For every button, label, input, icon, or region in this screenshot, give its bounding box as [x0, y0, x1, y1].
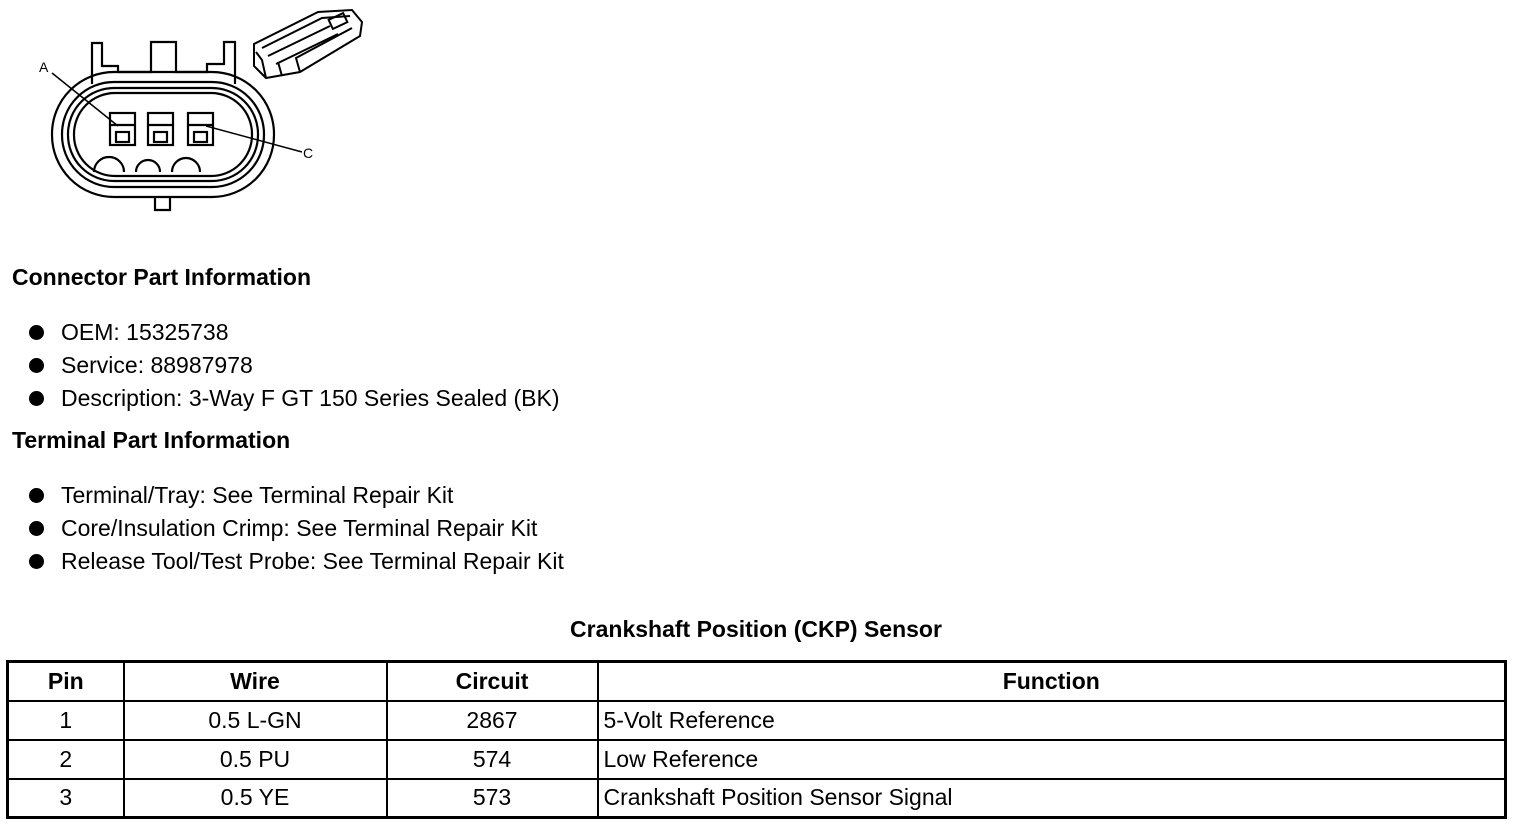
pin-table	[6, 660, 1507, 819]
connector-part-heading: Connector Part Information	[12, 264, 312, 290]
function-cell: Crankshaft Position Sensor Signal	[598, 779, 1506, 818]
terminal-cavity-c	[188, 113, 213, 145]
terminal-cavity-a	[110, 113, 135, 145]
table-title: Crankshaft Position (CKP) Sensor	[570, 616, 942, 642]
leader-line-c	[206, 126, 302, 152]
column-header-function: Function	[598, 662, 1506, 701]
connector-3d-icon	[254, 10, 362, 78]
terminal-cavity-b	[148, 113, 173, 145]
bullet-icon	[29, 391, 44, 406]
pin-label-c: C	[303, 145, 314, 161]
bullet-icon	[29, 488, 44, 503]
column-header-wire: Wire	[124, 662, 387, 701]
circuit-cell: 2867	[387, 701, 598, 740]
list-item: Terminal/Tray: See Terminal Repair Kit	[28, 479, 564, 512]
list-item: Core/Insulation Crimp: See Terminal Repair Kit	[28, 512, 564, 545]
bullet-icon	[29, 521, 44, 536]
list-item: Service: 88987978	[28, 349, 560, 382]
column-header-circuit: Circuit	[387, 662, 598, 701]
bullet-icon	[29, 325, 44, 340]
pin-cell: 3	[8, 779, 124, 818]
wire-cell: 0.5 PU	[124, 740, 387, 779]
connector-face-diagram	[0, 0, 380, 230]
connector-latch	[92, 42, 235, 84]
circuit-cell: 573	[387, 779, 598, 818]
wire-cell: 0.5 L-GN	[124, 701, 387, 740]
bullet-icon	[29, 554, 44, 569]
pin-cell: 2	[8, 740, 124, 779]
circuit-cell: 574	[387, 740, 598, 779]
table-header-row	[8, 662, 1506, 701]
table-row	[8, 779, 1506, 818]
list-item: Description: 3-Way F GT 150 Series Sealed (BK)	[28, 382, 560, 415]
wire-cell: 0.5 YE	[124, 779, 387, 818]
terminal-part-list	[28, 479, 564, 578]
terminal-part-heading: Terminal Part Information	[12, 427, 291, 453]
list-item: Release Tool/Test Probe: See Terminal Repair Kit	[28, 545, 564, 578]
column-header-pin: Pin	[8, 662, 124, 701]
function-cell: Low Reference	[598, 740, 1506, 779]
bullet-icon	[29, 358, 44, 373]
pin-cell: 1	[8, 701, 124, 740]
table-row	[8, 740, 1506, 779]
pin-label-a: A	[39, 59, 49, 75]
connector-part-list	[28, 316, 560, 415]
function-cell: 5-Volt Reference	[598, 701, 1506, 740]
table-row	[8, 701, 1506, 740]
list-item: OEM: 15325738	[28, 316, 560, 349]
